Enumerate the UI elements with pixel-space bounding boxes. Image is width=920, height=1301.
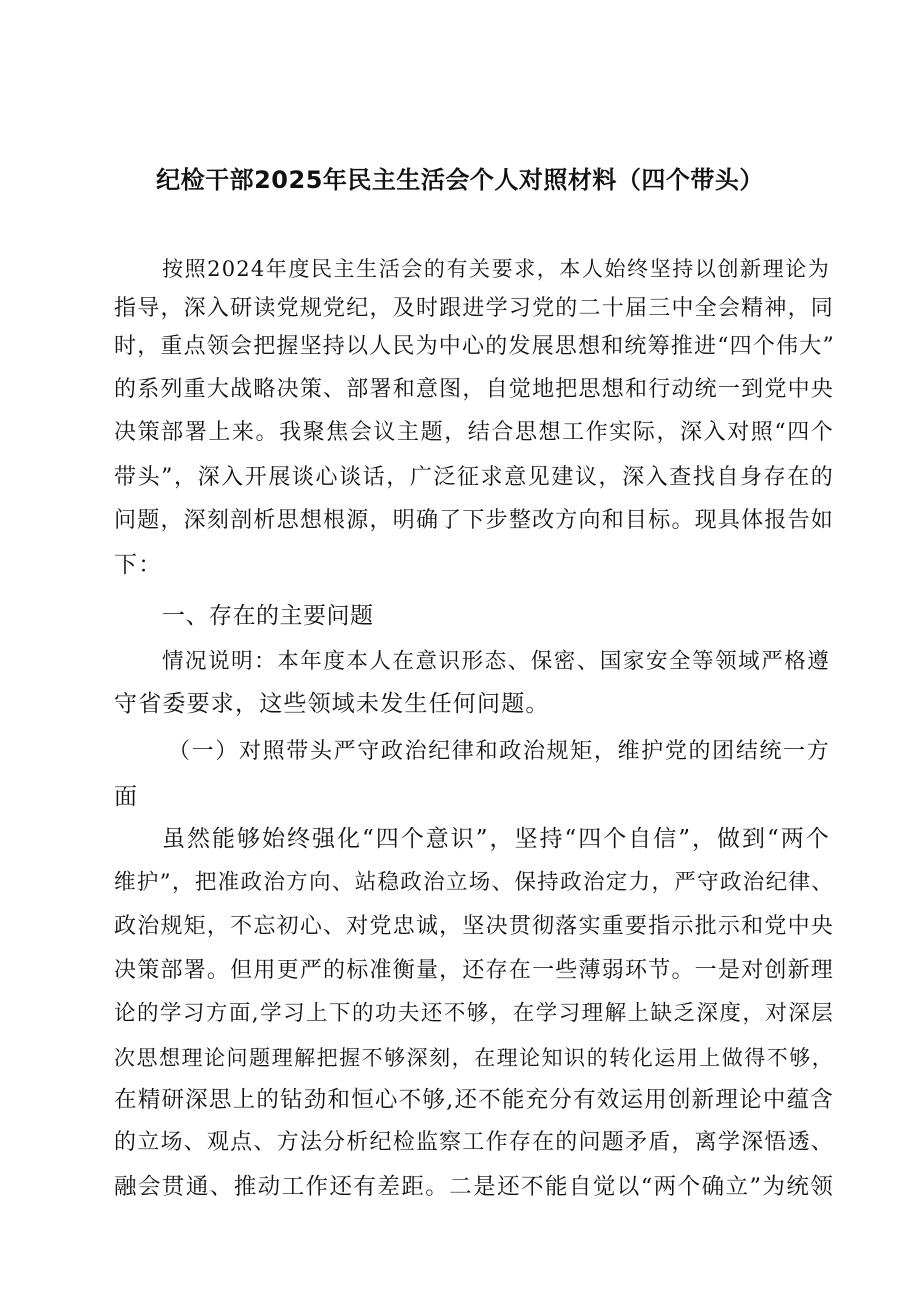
- situation-line-1: 情况说明：本年度本人在意识形态、保密、国家安全等领域严格遵: [162, 649, 830, 674]
- body-line-5: 论的学习方面,学习上下的功夫还不够，在学习理解上缺乏深度，对深层: [114, 1001, 834, 1026]
- body-line-9: 融会贯通、推动工作还有差距。二是还不能自觉以“两个确立”为统领: [114, 1174, 834, 1200]
- document-title: 纪检干部2025年民主生活会个人对照材料（四个带头）: [156, 166, 764, 194]
- intro-line-3: 时，重点领会把握坚持以人民为中心的发展思想和统筹推进“四个伟大”: [114, 334, 835, 359]
- section-heading: 一、存在的主要问题: [162, 603, 374, 629]
- intro-line-8: 下：: [114, 552, 163, 578]
- intro-line-5: 决策部署上来。我聚焦会议主题，结合思想工作实际，深入对照“四个: [114, 420, 834, 445]
- intro-line-4: 的系列重大战略决策、部署和意图，自觉地把思想和行动统一到党中央: [114, 377, 834, 402]
- body-line-7: 在精研深思上的钻劲和恒心不够,还不能充分有效运用创新理论中蕴含: [114, 1087, 834, 1113]
- body-line-6: 次思想理论问题理解把握不够深刻，在理论知识的转化运用上做得不够，: [114, 1046, 834, 1070]
- body-line-3: 政治规矩，不忘初心、对党忠诚，坚决贯彻落实重要指示批示和党中央: [114, 914, 834, 939]
- intro-line-6: 带头”，深入开展谈心谈话，广泛征求意见建议，深入查找自身存在的: [114, 465, 834, 490]
- body-line-1: 虽然能够始终强化“四个意识”，坚持“四个自信”，做到“两个: [162, 826, 830, 852]
- body-line-2: 维护”，把准政治方向、站稳政治立场、保持政治定力，严守政治纪律、: [114, 870, 834, 895]
- situation-line-2: 守省委要求，这些领域未发生任何问题。: [114, 691, 550, 717]
- subsection-heading-line-2: 面: [114, 784, 139, 810]
- body-line-8: 的立场、观点、方法分析纪检监察工作存在的问题矛盾，离学深悟透、: [114, 1130, 834, 1155]
- intro-line-1: 按照2024年度民主生活会的有关要求，本人始终坚持以创新理论为: [162, 257, 830, 281]
- body-line-4: 决策部署。但用更严的标准衡量，还存在一些薄弱环节。一是对创新理: [114, 958, 834, 983]
- intro-line-7: 问题，深刻剖析思想根源，明确了下步整改方向和目标。现具体报告如: [114, 508, 834, 533]
- intro-line-2: 指导，深入研读党规党纪，及时跟进学习党的二十届三中全会精神，同: [114, 296, 834, 321]
- subsection-heading-line-1: （一）对照带头严守政治纪律和政治规矩，维护党的团结统一方: [168, 739, 830, 764]
